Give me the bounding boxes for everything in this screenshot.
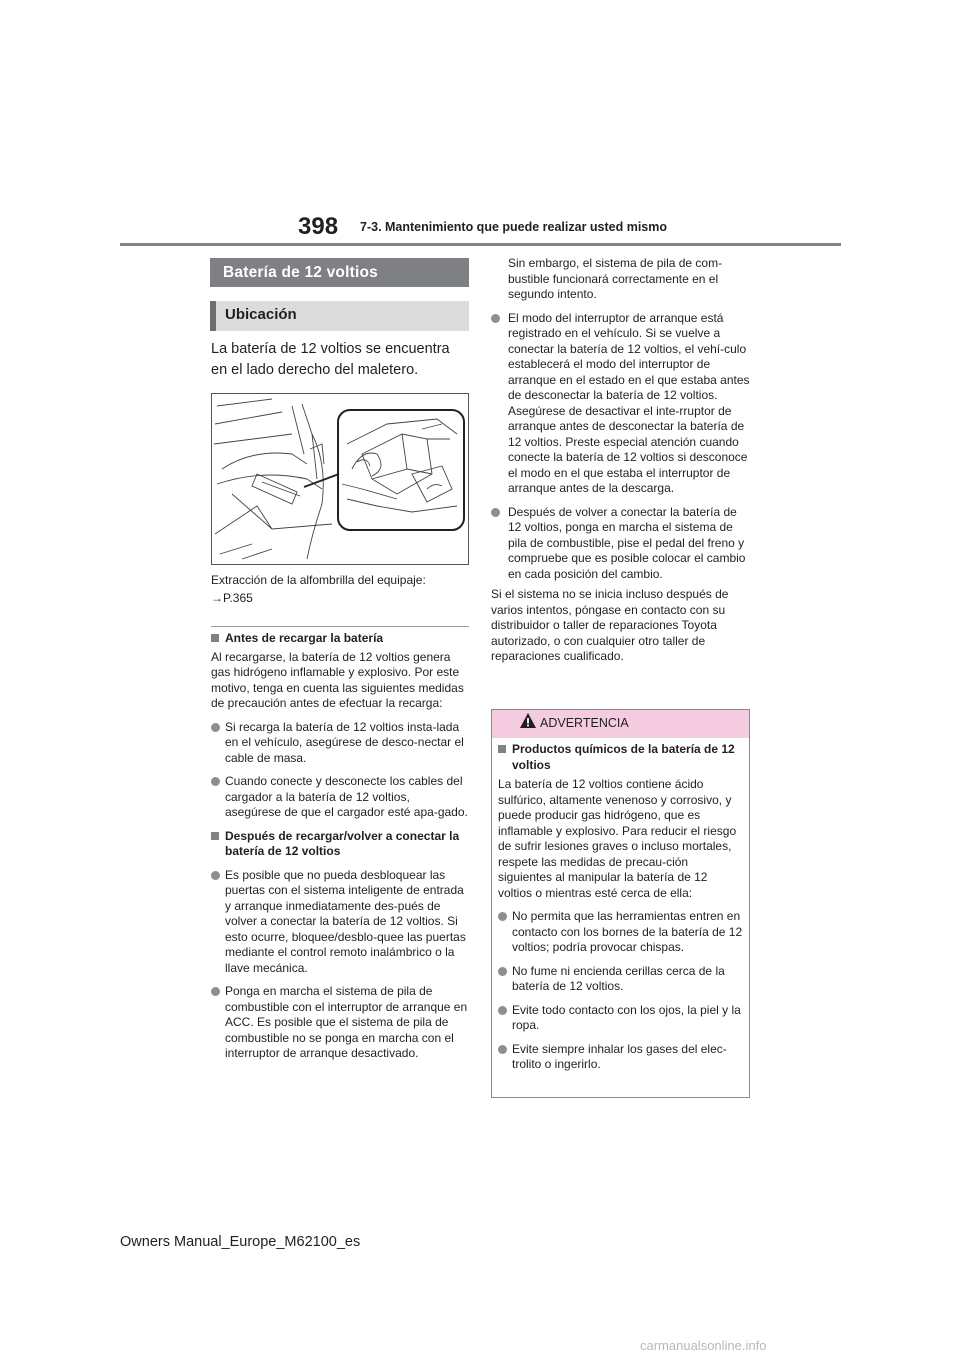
list-item: Evite siempre inhalar los gases del elec-trolito o ingerirlo. — [498, 1042, 744, 1073]
list-item: No permita que las herramientas entren en contacto con los bornes de la batería de 12 voltios; podría provocar chispas. — [498, 909, 744, 956]
subheading-after-recharge: Después de recargar/volver a conectar la batería de 12 voltios — [211, 829, 469, 860]
document-name: Owners Manual_Europe_M62100_es — [120, 1234, 361, 1250]
page-reference-link[interactable]: →P.365 — [211, 591, 253, 605]
left-column-body — [211, 631, 469, 1062]
list-item: Es posible que no pueda desbloquear las puertas con el sistema inteligente de entrada y arranque inmediatamente des-pués de volver a conectar la batería de 12 voltios. Si esto ocurre, bloquee/desblo-quee las puertas mediante el control remoto inalámbrico o la llave mecánica. — [211, 868, 469, 977]
list-item: El modo del interruptor de arranque está registrado en el vehículo. Si se vuelve a conectar la batería de 12 voltios, el vehí-culo establecerá el modo del interruptor de arranque en el estado en el que estaba antes de desconectar la batería de 12 voltios. Asegúrese de desactivar el inte-rruptor de arranque antes de desconectar la batería de 12 voltios. Preste especial atención cuando conecte la batería de 12 voltios si desconoce el modo en el que estaba el interruptor de arranque antes de la descarga. — [491, 311, 751, 497]
warning-title: ADVERTENCIA — [540, 716, 629, 730]
figure-caption: Extracción de la alfombrilla del equipaje: — [211, 573, 426, 587]
list-item: Cuando conecte y desconecte los cables del cargador a la batería de 12 voltios, asegúrese de que el cargador esté apa-gado. — [211, 774, 469, 821]
lead-paragraph: La batería de 12 voltios se encuentra en el lado derecho del maletero. — [211, 341, 450, 378]
header-rule — [120, 243, 841, 246]
list-item: Si recarga la batería de 12 voltios insta-lada en el vehículo, asegúrese de desco-nectar el cable de masa. — [211, 720, 469, 767]
subtopic-banner — [210, 301, 469, 331]
list-item: Ponga en marcha el sistema de pila de combustible con el interruptor de arranque en ACC. Es posible que el sistema de pila de combustible no se ponga en marcha con el interruptor de arranque desactivado. — [211, 984, 469, 1062]
subtopic-title: Ubicación — [225, 306, 297, 323]
right-column-body — [491, 256, 751, 665]
contact-dealer-paragraph: Si el sistema no se inicia incluso después de varios intentos, póngase en contacto con su distribuidor o taller de reparaciones Toyota autorizado, o con cualquier otro taller de reparaciones cualificado. — [491, 587, 729, 663]
battery-location-drawing — [212, 394, 468, 564]
list-item: Después de volver a conectar la batería de 12 voltios, ponga en marcha el sistema de pila de combustible, pise el pedal del freno y compruebe que es posible colocar el cambio en cada posición del cambio. — [491, 505, 751, 583]
subheading-before-recharge: Antes de recargar la batería — [211, 631, 469, 647]
trunk-battery-illustration — [211, 393, 469, 565]
continued-text: Sin embargo, el sistema de pila de com-bustible funcionará correctamente en el segundo intento. — [508, 256, 723, 301]
warning-subheading: Productos químicos de la batería de 12 voltios — [498, 742, 744, 773]
watermark: carmanualsonline.info — [640, 1338, 767, 1353]
section-title: 7-3. Mantenimiento que puede realizar usted mismo — [360, 220, 668, 234]
topic-title: Batería de 12 voltios — [223, 264, 378, 281]
warning-paragraph: La batería de 12 voltios contiene ácido sulfúrico, altamente venenoso y corrosivo, y puede producir gas hidrógeno, que es inflamable y explosivo. Para reducir el riesgo de sufrir lesiones graves o incluso mortales, respete las medidas de precau-ción siguientes al manipular la batería de 12 voltios o mientras esté cerca de ella: — [498, 777, 737, 900]
warning-body — [498, 742, 744, 1073]
list-item: No fume ni encienda cerillas cerca de la batería de 12 voltios. — [498, 964, 744, 995]
warning-triangle-icon — [519, 712, 537, 730]
page-number: 398 — [298, 213, 339, 240]
topic-banner — [210, 258, 469, 287]
list-item: Evite todo contacto con los ojos, la piel y la ropa. — [498, 1003, 744, 1034]
recharge-intro: Al recargarse, la batería de 12 voltios genera gas hidrógeno inflamable y explosivo. Por este motivo, tenga en cuenta las siguientes medidas de precaución antes de efectuar la recarga: — [211, 649, 464, 710]
divider — [211, 626, 469, 627]
